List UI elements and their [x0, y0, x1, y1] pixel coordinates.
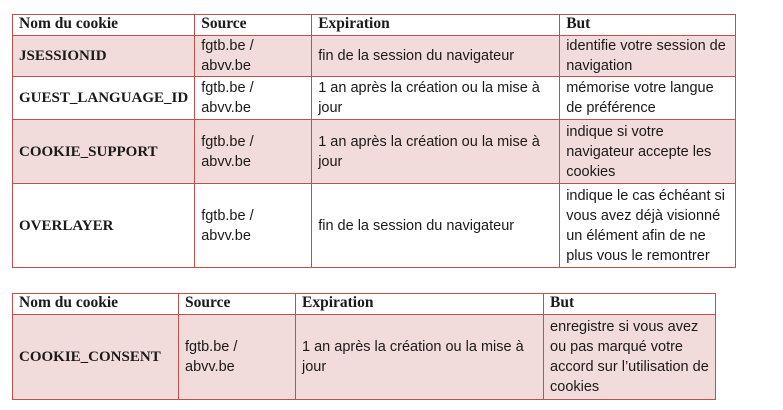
- header-purpose: But: [544, 294, 716, 315]
- header-expiration: Expiration: [312, 15, 560, 36]
- header-cookie-name: Nom du cookie: [13, 294, 179, 315]
- cookie-table-main: [12, 14, 736, 268]
- cookie-name: COOKIE_SUPPORT: [13, 120, 195, 184]
- header-expiration: Expiration: [296, 294, 544, 315]
- cookie-purpose: enregistre si vous avez ou pas marqué votre accord sur l’utilisation de cookies: [544, 315, 716, 400]
- cookie-expiration: 1 an après la création ou la mise à jour: [312, 77, 560, 120]
- cookie-purpose: identifie votre session de navigation: [560, 36, 736, 77]
- header-source: Source: [195, 15, 312, 36]
- table-row: [13, 120, 736, 184]
- cookie-expiration: 1 an après la création ou la mise à jour: [296, 315, 544, 400]
- cookie-name: GUEST_LANGUAGE_ID: [13, 77, 195, 120]
- table-header-row: [13, 294, 716, 315]
- cookie-name: OVERLAYER: [13, 184, 195, 268]
- table-row: [13, 184, 736, 268]
- table-row: [13, 77, 736, 120]
- cookie-expiration: fin de la session du navigateur: [312, 184, 560, 268]
- cookie-expiration: fin de la session du navigateur: [312, 36, 560, 77]
- header-cookie-name: Nom du cookie: [13, 15, 195, 36]
- cookie-purpose: mémorise votre langue de préférence: [560, 77, 736, 120]
- cookie-purpose: indique le cas échéant si vous avez déjà visionné un élément afin de ne plus vous le remontrer: [560, 184, 736, 268]
- cookie-purpose: indique si votre navigateur accepte les cookies: [560, 120, 736, 184]
- cookie-expiration: 1 an après la création ou la mise à jour: [312, 120, 560, 184]
- header-source: Source: [179, 294, 296, 315]
- cookie-table-consent: [12, 293, 716, 400]
- header-purpose: But: [560, 15, 736, 36]
- cookie-source: fgtb.be / abvv.be: [195, 36, 312, 77]
- table-row: [13, 315, 716, 400]
- cookie-name: JSESSIONID: [13, 36, 195, 77]
- cookie-source: fgtb.be / abvv.be: [195, 184, 312, 268]
- cookie-source: fgtb.be / abvv.be: [195, 77, 312, 120]
- cookie-source: fgtb.be / abvv.be: [179, 315, 296, 400]
- table-row: [13, 36, 736, 77]
- cookie-name: COOKIE_CONSENT: [13, 315, 179, 400]
- cookie-source: fgtb.be / abvv.be: [195, 120, 312, 184]
- table-header-row: [13, 15, 736, 36]
